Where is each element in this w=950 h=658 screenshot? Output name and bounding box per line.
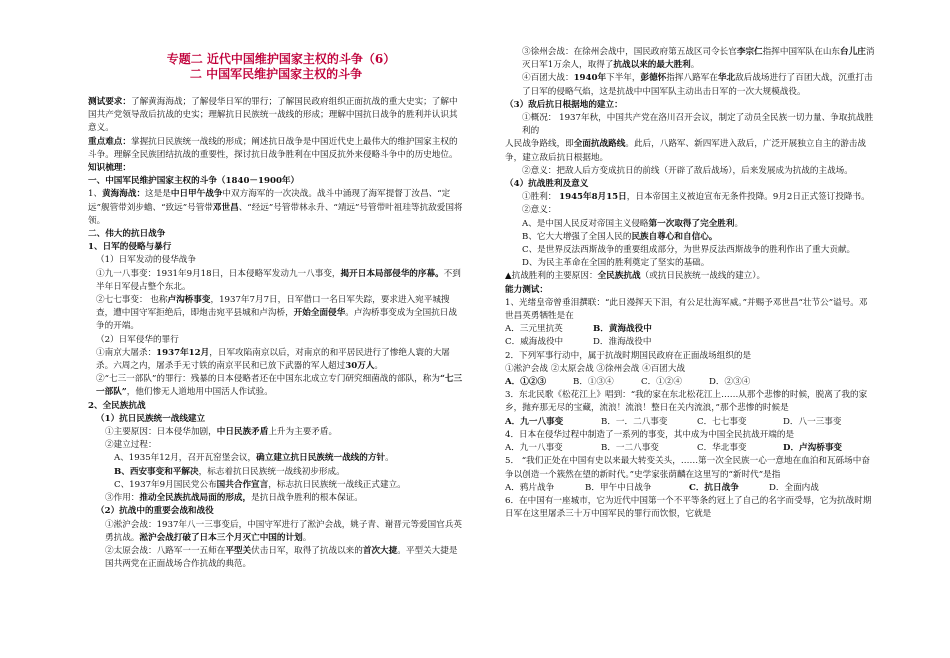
item-2-1-1: （1）日军发动的侵华战争 [96,255,196,266]
question-4: 4．日本在侵华过程中制造了一系列的事变，其中成为中国全民抗战开端的是 [505,429,795,440]
item-songhu: ①淞沪会战：1937年八一三事变后，中国守军进行了淞沪会战，姚子青、谢晋元等爱国官兵英勇抗战。淞沪会战打破了日本三个月灭亡中国的计划。 [105,519,463,543]
item-effect: ③作用：推动全民族抗战局面的形成，是抗日战争胜利的根本保证。 [105,493,363,504]
item-overview: ①概况： 1937年秋，中国共产党在洛川召开会议，制定了动员全民族一切力量、争取抗战胜利的 [522,113,874,137]
item-process: ②建立过程： [105,440,157,451]
subsection-2-1: 1、日军的侵略与暴行 [88,242,172,253]
item-reason: ①主要原因：日本侵华加剧，中日民族矛盾上升为主要矛盾。 [105,427,338,438]
question-5-options: A．鸦片战争 B．甲午中日战争 C．抗日战争 D．全面内战 [505,482,819,493]
left-column [88,96,464,571]
item-meaning-d: D、为民主革命在全国的胜利奠定了坚实的基础。 [522,258,710,269]
section-2-heading: 二、伟大的抗日战争 [88,229,166,240]
item-main-reason: ▲抗战胜利的主要原因：全民族抗战（或抗日民族统一战线的建立）。 [505,271,766,282]
item-victory: ①胜利： 1945年8月15日，日本帝国主义被迫宣布无条件投降。9月2日正式签订投降书。 [522,192,870,203]
item-process-a: A、1935年12月，召开瓦窑堡会议，确立建立抗日民族统一战线的方针。 [114,453,394,464]
item-process-c: C、1937年9月国民党公布国共合作宣言，标志抗日民族统一战线正式建立。 [114,479,406,490]
ability-test-heading: 能力测试： [505,284,548,295]
question-1-cont: 世昌英勇牺牲是在 [505,311,574,322]
item-meaning-a: A、是中国人民反对帝国主义侵略第一次取得了完全胜利。 [522,218,744,229]
question-5: 5． “我们正处在中国有史以来最大转变关头，……第一次全民族一心一意地在血泊和瓦砾场中奋 [505,456,870,467]
right-column [505,46,877,521]
item-taiyuan: ②太原会战：八路军一一五师在平型关伏击日军，取得了抗战以来的首次大捷。平型关大捷是国共两党在正面战场合作抗战的典范。 [105,545,458,570]
item-meaning-c: C、是世界反法西斯战争的重要组成部分，为世界反法西斯战争的胜利作出了重大贡献。 [522,245,856,256]
item-2-2-2: （2）抗战中的重要会战和战役 [96,506,214,517]
question-5-cont: 争以创造一个簇然在望的新时代。”史学家张荫麟在这里写的“新时代”是指 [505,469,781,480]
question-3: 3．东北民歌《松花江上》唱到：“我的家在东北松花江上……从那个悲惨的时候，脱离了我的家乡，抛弃那无尽的宝藏，流浪！流浪！整日在关内流浪，”那个悲惨的时候是 [505,390,868,414]
item-victory-heading: （4）抗战胜利及意义 [505,179,589,190]
item-2-2-1: （1）抗日民族统一战线建立 [96,413,206,424]
item-2-1-2: （2）日军侵华的罪行 [96,334,179,345]
item-base-areas: （3）敌后抗日根据地的建立： [505,99,623,110]
document-title [88,0,464,82]
question-1: 1、光绪皇帝曾垂泪撰联：“此日漫挥天下泪，有公足壮海军威。”并赐予邓世昌“壮节公”谥号。邓 [505,297,868,308]
key-points: 重点难点：掌握抗日民族统一战线的形成；阐述抗日战争是中国近代史上最伟大的维护国家主权的斗争。理解全民族团结抗战的重要性，探讨抗日战争胜利在中国反抗外来侵略斗争中的历史地位。 [88,136,458,160]
item-731: ②“七三一部队”的罪行：残暴的日本侵略者还在中国东北成立专门研究细菌战的部队，称为“七三一部队”，他们惨无人道地用中国活人作试验。 [96,374,463,398]
title-line-2: 二 中国军民维护国家主权的斗争 [189,67,363,81]
item-victory-meaning: ②意义： [522,205,557,216]
item-baituan: ④百团大战：1940年下半年，彭德怀指挥八路军在华北敌后战场进行了百团大战，沉重打击了日军的侵略气焰，这是抗战中中国军队主动出击日军的一次大规模战役。 [522,73,873,97]
subsection-2-2: 2、全民族抗战 [88,400,146,411]
question-4-options: A．九一八事变 B．一二八事变 C．华北事变 D．卢沟桥事变 [505,443,843,454]
requirements: 测试要求：了解黄海海战；了解侵华日军的罪行；了解国民政府组织正面抗战的重大史实；了解中国共产党领导敌后抗战的史实；理解抗日民族统一战线的形成；理解中国抗日战争的胜利并认识其意义。 [88,97,458,134]
title-line-1: 专题二 近代中国维护国家主权的斗争（6） [166,52,396,66]
question-1-options-cd: C．威海战役中 D．淮海战役中 [505,337,652,348]
item-nanjing: ①南京大屠杀：1937年12月，日军攻陷南京以后，对南京的和平居民进行了惨绝人寰的大屠杀。六周之内，屠杀手无寸铁的南京平民和已放下武器的军人超过30万人。 [96,347,450,372]
question-2-items: ①淞沪会战 ②太原会战 ③徐州会战 ④百团大战 [505,363,686,374]
question-2-options: A．①②③ B．①③④ C．①②④ D．②③④ [505,377,751,388]
item-meaning-b: B、它大大增强了全国人民的民族自尊心和自信心。 [522,231,718,242]
section-1-heading: 一、中国军民维护国家主权的斗争（1840－1900年） [88,176,300,187]
item-xuzhou: ③徐州会战：在徐州会战中，国民政府第五战区司令长官李宗仁指挥中国军队在山东台儿庄消灭日军1万余人，取得了抗战以来的最大胜利。 [522,47,875,71]
item-77: ②七七事变： 也称卢沟桥事变，1937年7月7日，日军借口一名日军失踪，要求进入宛平城搜查，遭中国守军拒绝后，即炮击宛平县城和卢沟桥，开始全面侵华。卢沟桥事变成为全国抗日战争的开端。 [96,295,457,332]
knowledge-heading: 知识梳理： [88,163,131,174]
item-918: ①九一八事变：1931年9月18日，日本侵略军发动九一八事变，揭开日本局部侵华的序幕。不到半年日军侵占整个东北。 [96,268,461,292]
question-6-cont: 日军在这里屠杀三十万中国军民的罪行而饮恨，它就是 [505,509,712,520]
item-overview-cont: 人民战争路线，即全面抗战路线。此后，八路军、新四军进入敌后，广泛开展独立自主的游击战争，建立敌后抗日根据地。 [505,139,866,163]
question-1-options-ab: A．三元里抗英 B．黄海战役中 [505,324,652,335]
question-2: 2．下列军事行动中，属于抗战时期国民政府在正面战场组织的是 [505,350,752,361]
question-6: 6．在中国有一座城市，它为近代中国第一个不平等条约冠上了自己的名字而受辱，它为抗战时期 [505,495,872,506]
item-process-b: B、西安事变和平解决，标志着抗日民族统一战线初步形成。 [114,466,345,477]
item-significance: ②意义：把敌人后方变成抗日的前线（开辟了敌后战场），后来发展成为抗战的主战场。 [522,165,853,176]
huanghai-battle: 1、黄海海战：这是是中日甲午战争中双方海军的一次决战。战斗中涌现了海军提督丁汝昌、“定远”舰管带刘步蟾、“致远”号管带邓世昌、“经远”号管带林永升、“靖远”号管带叶祖珪等抗敌爱国将领。 [88,189,463,226]
question-3-options: A．九一八事变 B．一．二八事变 C．七七事变 D．八一三事变 [505,416,842,427]
